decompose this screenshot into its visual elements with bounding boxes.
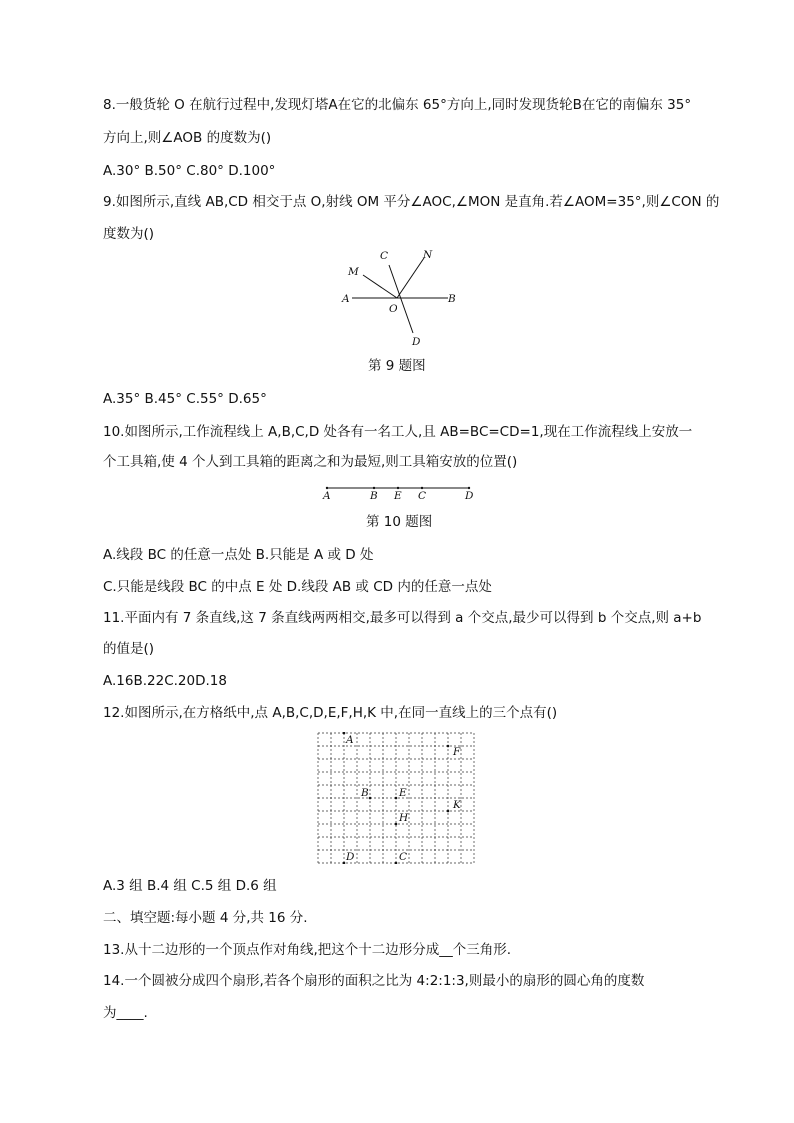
q11-stem-line1: 11.平面内有 7 条直线,这 7 条直线两两相交,最多可以得到 a 个交点,最少可以得到 b 个交点,则 a+b [103,610,702,626]
q8-options: A.30° B.50° C.80° D.100° [103,163,276,179]
q12-stem: 12.如图所示,在方格纸中,点 A,B,C,D,E,F,H,K 中,在同一直线上的三个点有() [103,705,558,721]
q10-options-ab: A.线段 BC 的任意一点处 B.只能是 A 或 D 处 [103,547,374,563]
grid-point [343,862,346,864]
q9-options: A.35° B.45° C.55° D.65° [103,391,267,407]
grid-point [343,732,346,734]
q14-stem-line2: 为____. [103,1005,148,1021]
q8-stem-line1: 8.一般货轮 O 在航行过程中,发现灯塔A在它的北偏东 65°方向上,同时发现货轮B在它的南偏东 35° [103,97,692,113]
ray-on [397,258,424,298]
q8-stem-line2: 方向上,则∠AOB 的度数为() [103,130,272,146]
label-b: B [361,787,369,799]
label-e: E [399,787,407,799]
label-e: E [394,490,402,502]
label-b: B [370,490,378,502]
section-title-fill-in: 二、填空题:每小题 4 分,共 16 分. [103,910,308,926]
q10-figure [318,480,478,502]
label-a: A [342,293,350,305]
label-o: O [389,303,398,315]
q11-stem-line2: 的值是() [103,641,155,657]
q10-caption: 第 10 题图 [366,514,433,530]
grid-point [447,810,450,813]
grid-point [395,862,398,864]
ray-om [363,275,397,298]
grid-point [395,823,398,826]
q9-stem-line2: 度数为() [103,226,155,242]
q10-options-cd: C.只能是线段 BC 的中点 E 处 D.线段 AB 或 CD 内的任意一点处 [103,579,492,595]
q9-caption: 第 9 题图 [368,358,426,374]
q12-grid-figure [316,732,478,864]
label-a: A [346,734,354,746]
grid-point [395,797,398,800]
label-k: K [453,799,461,811]
label-a: A [323,490,331,502]
q10-stem-line1: 10.如图所示,工作流程线上 A,B,C,D 处各有一名工人,且 AB=BC=CD=1,现在工作流程线上安放一 [103,424,693,440]
label-c: C [380,250,389,262]
grid-point [447,745,450,748]
label-f: F [453,746,461,758]
label-n: N [423,249,433,261]
q9-figure [330,243,470,351]
label-c: C [399,851,408,863]
label-b: B [448,293,456,305]
label-h: H [399,812,409,824]
line-cd [389,265,413,333]
q12-options: A.3 组 B.4 组 C.5 组 D.6 组 [103,878,277,894]
q13-stem: 13.从十二边形的一个顶点作对角线,把这个十二边形分成__个三角形. [103,942,512,958]
grid-point [369,797,372,800]
label-d: D [412,336,421,348]
q11-options: A.16B.22C.20D.18 [103,673,227,689]
q10-stem-line2: 个工具箱,使 4 个人到工具箱的距离之和为最短,则工具箱安放的位置() [103,454,518,470]
label-c: C [418,490,427,502]
label-m: M [348,266,359,278]
label-d: D [346,851,355,863]
q14-stem-line1: 14.一个圆被分成四个扇形,若各个扇形的面积之比为 4:2:1:3,则最小的扇形的圆心角的度数 [103,973,645,989]
q9-stem-line1: 9.如图所示,直线 AB,CD 相交于点 O,射线 OM 平分∠AOC,∠MON 是直角.若∠AOM=35°,则∠CON 的 [103,194,720,210]
label-d: D [465,490,474,502]
